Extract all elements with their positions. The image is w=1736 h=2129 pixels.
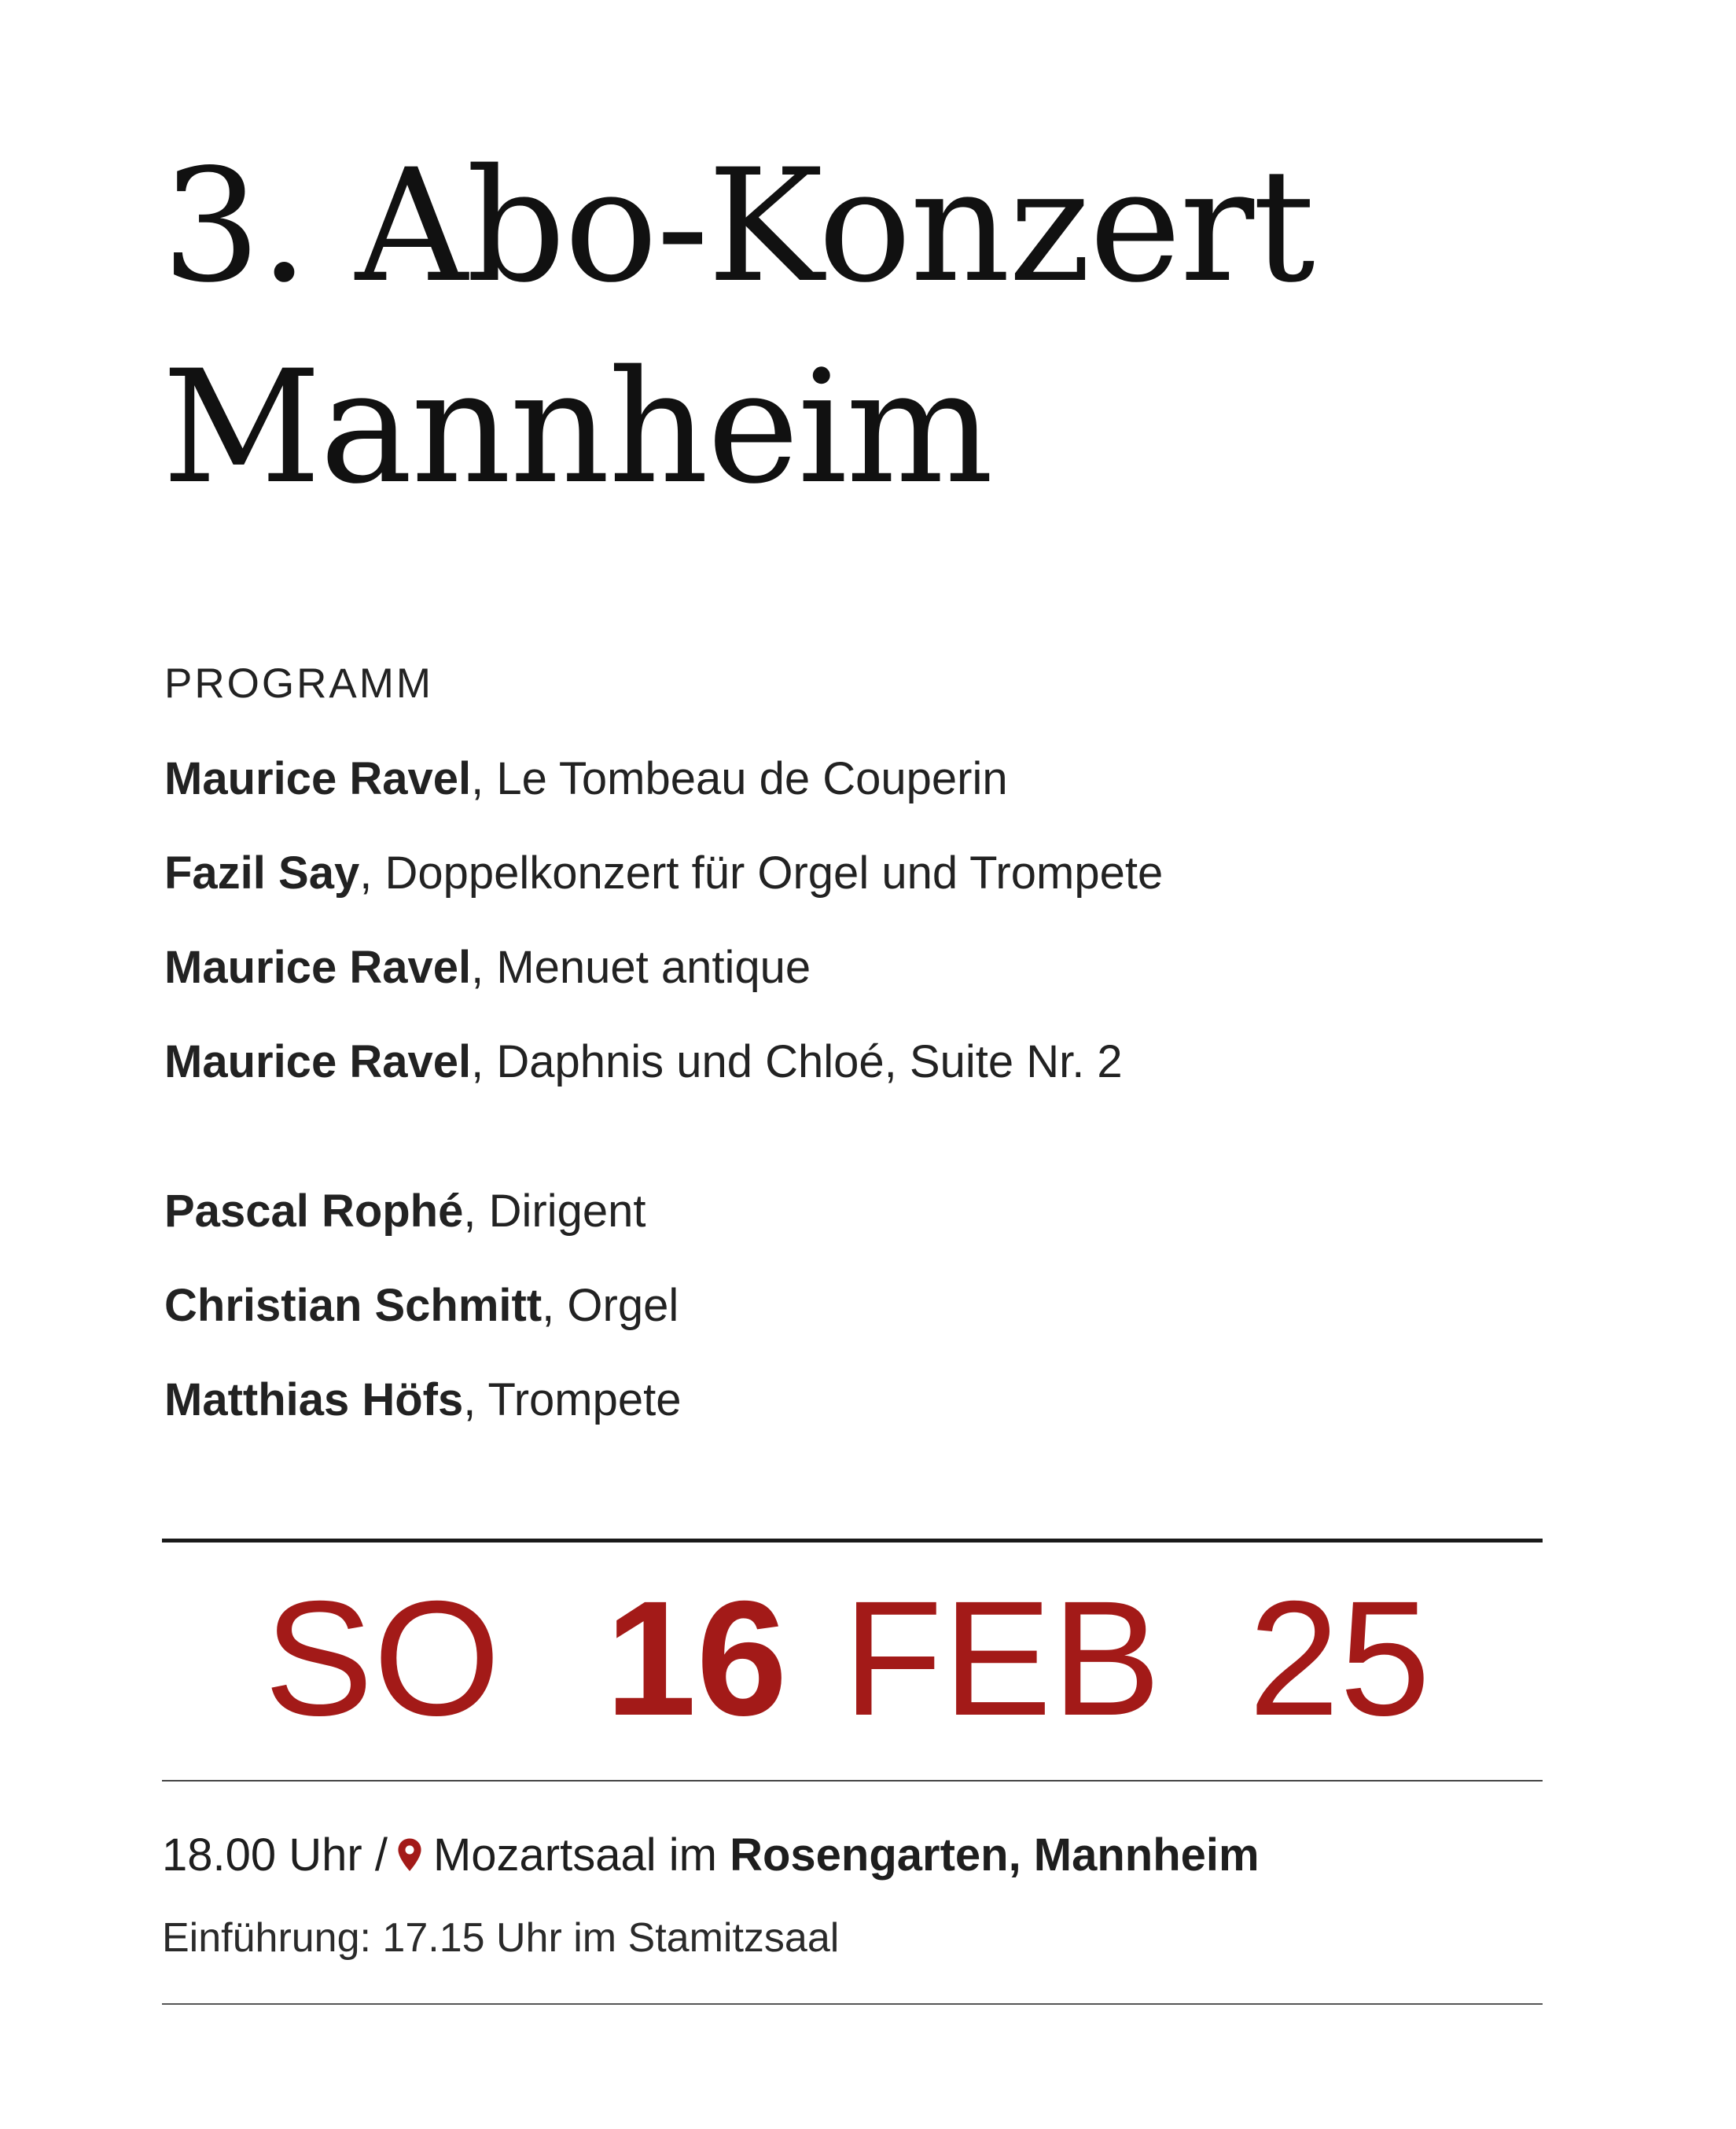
program-work-item (164, 826, 1163, 921)
work-title: , Le Tombeau de Couperin (471, 753, 1008, 804)
performer-item (164, 1164, 682, 1259)
venue-hall: Mozartsaal im (432, 1829, 717, 1881)
page-title (162, 126, 1314, 528)
event-time: 18.00 Uhr / (162, 1829, 388, 1881)
venue-line (162, 1824, 1260, 1887)
divider-middle (162, 1780, 1543, 1782)
date-weekday: SO (264, 1568, 501, 1750)
introduction-info: Einführung: 17.15 Uhr im Stamitzsaal (162, 1915, 840, 1961)
performer-name: Matthias Höfs (164, 1374, 464, 1425)
work-title: , Doppelkonzert für Orgel und Trompete (359, 848, 1164, 899)
performer-item (164, 1259, 682, 1353)
performer-name: Pascal Rophé (164, 1186, 464, 1237)
program-heading: PROGRAMM (164, 660, 433, 707)
title-line-1: 3. Abo-Konzert (162, 135, 1314, 317)
performer-role: , Trompete (463, 1374, 682, 1425)
performer-role: , Dirigent (463, 1186, 646, 1237)
program-work-item (164, 732, 1163, 826)
work-title: , Menuet antique (471, 942, 811, 993)
title-line-2: Mannheim (162, 336, 992, 518)
date-day: 16 (605, 1568, 788, 1750)
performer-item (164, 1353, 682, 1447)
divider-top (162, 1539, 1543, 1543)
performer-name: Christian Schmitt (164, 1280, 542, 1331)
composer-name: Maurice Ravel (164, 942, 472, 993)
date-month: FEB (843, 1568, 1161, 1750)
work-title: , Daphnis und Chloé, Suite Nr. 2 (471, 1036, 1123, 1087)
divider-bottom (162, 2003, 1543, 2005)
performers-list (164, 1164, 682, 1447)
location-pin-icon (394, 1827, 425, 1863)
composer-name: Maurice Ravel (164, 753, 472, 804)
program-work-item (164, 921, 1163, 1015)
composer-name: Maurice Ravel (164, 1036, 472, 1087)
date-year: 25 (1249, 1568, 1431, 1750)
composer-name: Fazil Say (164, 848, 360, 899)
program-work-item (164, 1015, 1163, 1109)
performer-role: , Orgel (542, 1280, 679, 1331)
program-works-list (164, 732, 1163, 1109)
venue-place: Rosengarten, Mannheim (730, 1829, 1260, 1881)
